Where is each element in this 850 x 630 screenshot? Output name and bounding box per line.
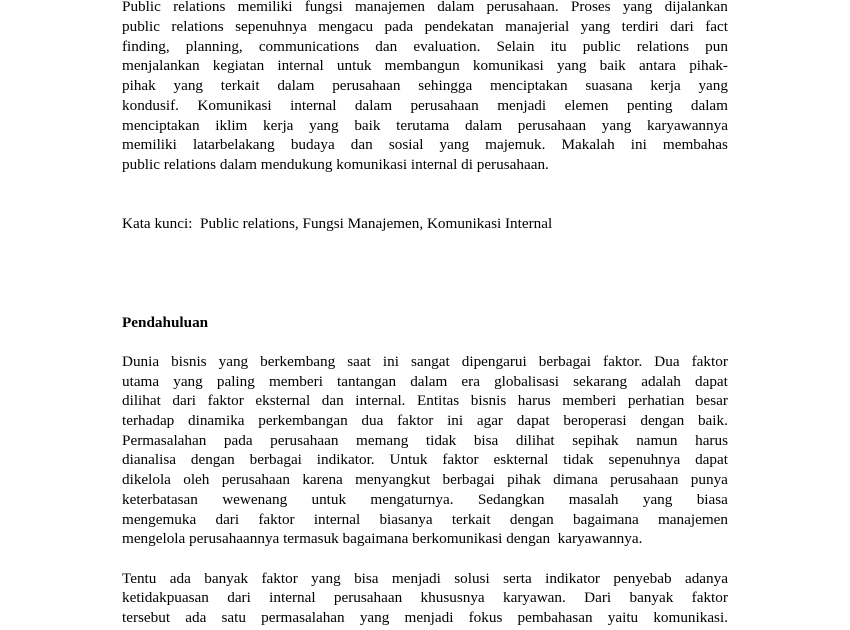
word: perusahaan (270, 432, 339, 449)
word: tersebut (122, 609, 171, 626)
word: wewenang (222, 491, 288, 508)
word: menciptakan (122, 117, 200, 134)
body-line (122, 411, 728, 430)
word: satu (221, 609, 246, 626)
word: dipengarui (461, 353, 527, 370)
word: dan (375, 38, 398, 55)
word: dari (670, 18, 694, 35)
word: ini (630, 136, 647, 153)
word: dinamika (188, 412, 245, 429)
word: menjalankan (122, 57, 200, 74)
word: kerja (263, 117, 294, 134)
body-line (122, 470, 728, 489)
word: kegiatan (212, 57, 265, 74)
word: Sedangkan (477, 491, 545, 508)
body-line: mengelola perusahaannya termasuk bagaimana berkomunikasi dengan karyawannya. (122, 530, 643, 547)
word: paling (216, 373, 255, 390)
word: faktor (207, 392, 244, 409)
word: biasa (696, 491, 728, 508)
word: membahas (662, 136, 728, 153)
word: Makalah (561, 136, 615, 153)
word: pihak (507, 471, 541, 488)
word: eskternal (493, 451, 549, 468)
word: namun (636, 432, 678, 449)
word: pada (223, 432, 253, 449)
word: menjadi (404, 609, 454, 626)
word: penting (626, 97, 673, 114)
word: yang (698, 77, 728, 94)
word: yaitu (607, 609, 639, 626)
word: oleh (183, 471, 210, 488)
word: faktor (691, 353, 728, 370)
word: fungsi (304, 0, 343, 15)
word: faktor (258, 511, 295, 528)
word: yang (439, 136, 470, 153)
word: internal (269, 589, 316, 606)
word: karyawan. (502, 589, 566, 606)
word: perusahaan (332, 77, 401, 94)
word: sehingga (418, 77, 473, 94)
body-line (122, 431, 728, 450)
word: public (582, 38, 621, 55)
word: ada (185, 609, 207, 626)
word: sepihak (572, 432, 619, 449)
word: manajemen (657, 511, 728, 528)
word: adanya (684, 570, 728, 587)
word: yang (642, 491, 673, 508)
word: ketidakpuasan (122, 589, 209, 606)
word: serta (503, 570, 532, 587)
word: permasalahan (261, 609, 345, 626)
word: berbagai (538, 353, 592, 370)
word: fact (705, 18, 728, 35)
word: yang (359, 609, 390, 626)
word: pendekatan (424, 18, 494, 35)
word: baik (354, 117, 381, 134)
word: kerja (650, 77, 681, 94)
word: perusahaan (221, 471, 291, 488)
keywords-line: Kata kunci: Public relations, Fungsi Manajemen, Komunikasi Internal (122, 215, 553, 232)
word: dalam (437, 0, 475, 15)
word: perhatian (627, 392, 685, 409)
word: terdiri (621, 18, 659, 35)
word: yang (622, 0, 653, 15)
word: relations (173, 0, 226, 15)
word: terkait (220, 77, 260, 94)
word: memberi (268, 373, 323, 390)
word: dimana (553, 471, 598, 488)
word: untuk (311, 491, 347, 508)
body-line (122, 569, 728, 588)
word: dianalisa (122, 451, 176, 468)
word: terkait (451, 511, 491, 528)
word: yang (173, 77, 204, 94)
word: perusahaan (610, 471, 679, 488)
word: manajemen (354, 0, 425, 15)
word: dikelola (122, 471, 171, 488)
body-line (122, 391, 728, 410)
word: Selain (496, 38, 535, 55)
word: dapat (694, 373, 728, 390)
word: iklim (215, 117, 248, 134)
body-line (122, 490, 728, 509)
word: tantangan (337, 373, 397, 390)
word: mengaturnya. (370, 491, 454, 508)
word: pada (384, 18, 414, 35)
word: yang (173, 373, 203, 390)
word: mengacu (318, 18, 374, 35)
word: memang (356, 432, 409, 449)
word: era (461, 373, 480, 390)
word: yang (580, 18, 611, 35)
word: fokus (468, 609, 503, 626)
word: perusahaan (410, 97, 479, 114)
word: kondusif. (122, 97, 179, 114)
word: menjadi (391, 570, 441, 587)
word: Untuk (389, 451, 428, 468)
word: dalam (464, 117, 503, 134)
word: karena (302, 471, 343, 488)
abstract-line (122, 0, 728, 16)
word: beroperasi (563, 412, 627, 429)
word: internal. (355, 392, 406, 409)
word: itu (550, 38, 567, 55)
word: berbagai (249, 451, 302, 468)
word: bisnis (171, 353, 207, 370)
word: relations (171, 18, 224, 35)
word: dalam (690, 97, 728, 114)
word: solusi (454, 570, 490, 587)
word: banyak (204, 570, 249, 587)
word: terhadap (122, 412, 175, 429)
word: tidak (563, 451, 594, 468)
word: indikator (545, 570, 600, 587)
word: menyangkut (355, 471, 431, 488)
word: berbagai (442, 471, 495, 488)
word: dari (215, 511, 240, 528)
body-line (122, 450, 728, 469)
word: dan (350, 136, 373, 153)
word: mengemuka (122, 511, 197, 528)
word: sepenuhnya (608, 451, 681, 468)
word: dapat (695, 451, 728, 468)
word: perusahaan (333, 589, 403, 606)
word: Dua (654, 353, 680, 370)
word: agar (476, 412, 503, 429)
abstract-line (122, 76, 728, 95)
word: yang (218, 353, 249, 370)
word: latarbelakang (192, 136, 275, 153)
word: sepenuhnya (235, 18, 307, 35)
word: punya (690, 471, 728, 488)
body-line (122, 510, 728, 529)
word: dari (172, 392, 196, 409)
word: terutama (396, 117, 450, 134)
word: ini (382, 353, 399, 370)
word: karyawannya (647, 117, 728, 134)
body-line (122, 352, 728, 371)
word: eksternal (255, 392, 311, 409)
word: pembahasan (517, 609, 593, 626)
word: internal (277, 57, 324, 74)
word: sosial (388, 136, 424, 153)
word: antara (638, 57, 677, 74)
word: masalah (568, 491, 619, 508)
word: Entitas (417, 392, 460, 409)
word: Tentu (122, 570, 157, 587)
word: faktor (691, 589, 728, 606)
word: Komunikasi (197, 97, 272, 114)
word: Dari (584, 589, 612, 606)
word: faktor (397, 412, 434, 429)
word: Proses (570, 0, 611, 15)
word: khususnya (420, 589, 485, 606)
word: sekarang (573, 373, 628, 390)
word: evaluation. (413, 38, 481, 55)
word: faktor. (603, 353, 643, 370)
word: internal (290, 97, 337, 114)
word: yang (601, 117, 632, 134)
word: besar (695, 392, 728, 409)
word: memberi (562, 392, 617, 409)
abstract-line (122, 135, 728, 154)
word: suasana (585, 77, 633, 94)
word: sangat (410, 353, 450, 370)
word: dari (227, 589, 251, 606)
word: baik (599, 57, 626, 74)
word: manajerial (505, 18, 570, 35)
abstract-line (122, 17, 728, 36)
word: berkembang (260, 353, 336, 370)
word: bisa (473, 432, 499, 449)
word: planning, (185, 38, 243, 55)
abstract-line: public relations dalam mendukung komunikasi internal di perusahaan. (122, 156, 549, 173)
word: Public (122, 0, 161, 15)
body-line (122, 372, 728, 391)
word: adalah (641, 373, 681, 390)
word: bisa (354, 570, 379, 587)
word: bagaimana (572, 511, 639, 528)
word: perkembangan (258, 412, 348, 429)
word: dilihat (122, 392, 161, 409)
word: harus (517, 392, 551, 409)
word: utama (122, 373, 160, 390)
word: untuk (336, 57, 372, 74)
word: bisnis (470, 392, 507, 409)
word: Permasalahan (122, 432, 207, 449)
word: faktor (261, 570, 298, 587)
section-heading: Pendahuluan (122, 314, 209, 331)
abstract-line (122, 116, 728, 135)
word: menciptakan (490, 77, 568, 94)
word: dengan (640, 412, 685, 429)
word: relations (636, 38, 690, 55)
word: dalam (277, 77, 315, 94)
word: Dunia (122, 353, 160, 370)
word: perusahaan (517, 117, 587, 134)
word: harus (695, 432, 728, 449)
word: dua (361, 412, 384, 429)
word: membangun (384, 57, 460, 74)
word: yang (556, 57, 587, 74)
word: memiliki (237, 0, 293, 15)
word: menjadi (497, 97, 547, 114)
word: dalam (410, 373, 448, 390)
body-line (122, 608, 728, 627)
word: perusahaan. (486, 0, 559, 15)
word: banyak (629, 589, 674, 606)
word: faktor (442, 451, 479, 468)
word: yang (311, 570, 341, 587)
word: dapat (516, 412, 550, 429)
word: dalam (354, 97, 393, 114)
word: public (122, 18, 160, 35)
word: tidak (425, 432, 457, 449)
word: dilihat (515, 432, 555, 449)
word: biasanya (379, 511, 433, 528)
word: pun (705, 38, 728, 55)
word: budaya (290, 136, 335, 153)
word: baik. (697, 412, 728, 429)
word: indikator. (316, 451, 375, 468)
word: communications (258, 38, 360, 55)
body-line (122, 588, 728, 607)
word: pihak (122, 77, 156, 94)
word: dengan (190, 451, 235, 468)
word: keterbatasan (122, 491, 198, 508)
abstract-line (122, 37, 728, 56)
word: dan (321, 392, 344, 409)
word: memiliki (122, 136, 177, 153)
word: dengan (509, 511, 554, 528)
abstract-line (122, 96, 728, 115)
word: saat (347, 353, 371, 370)
word: ada (169, 570, 191, 587)
word: pihak- (689, 57, 728, 74)
abstract-line (122, 56, 728, 75)
word: ini (447, 412, 464, 429)
word: komunikasi (472, 57, 544, 74)
word: yang (309, 117, 339, 134)
word: finding, (122, 38, 170, 55)
word: globalisasi (494, 373, 560, 390)
word: internal (313, 511, 361, 528)
word: majemuk. (485, 136, 546, 153)
word: penyebab (613, 570, 672, 587)
word: komunikasi. (653, 609, 728, 626)
word: dijalankan (664, 0, 728, 15)
word: elemen (564, 97, 609, 114)
